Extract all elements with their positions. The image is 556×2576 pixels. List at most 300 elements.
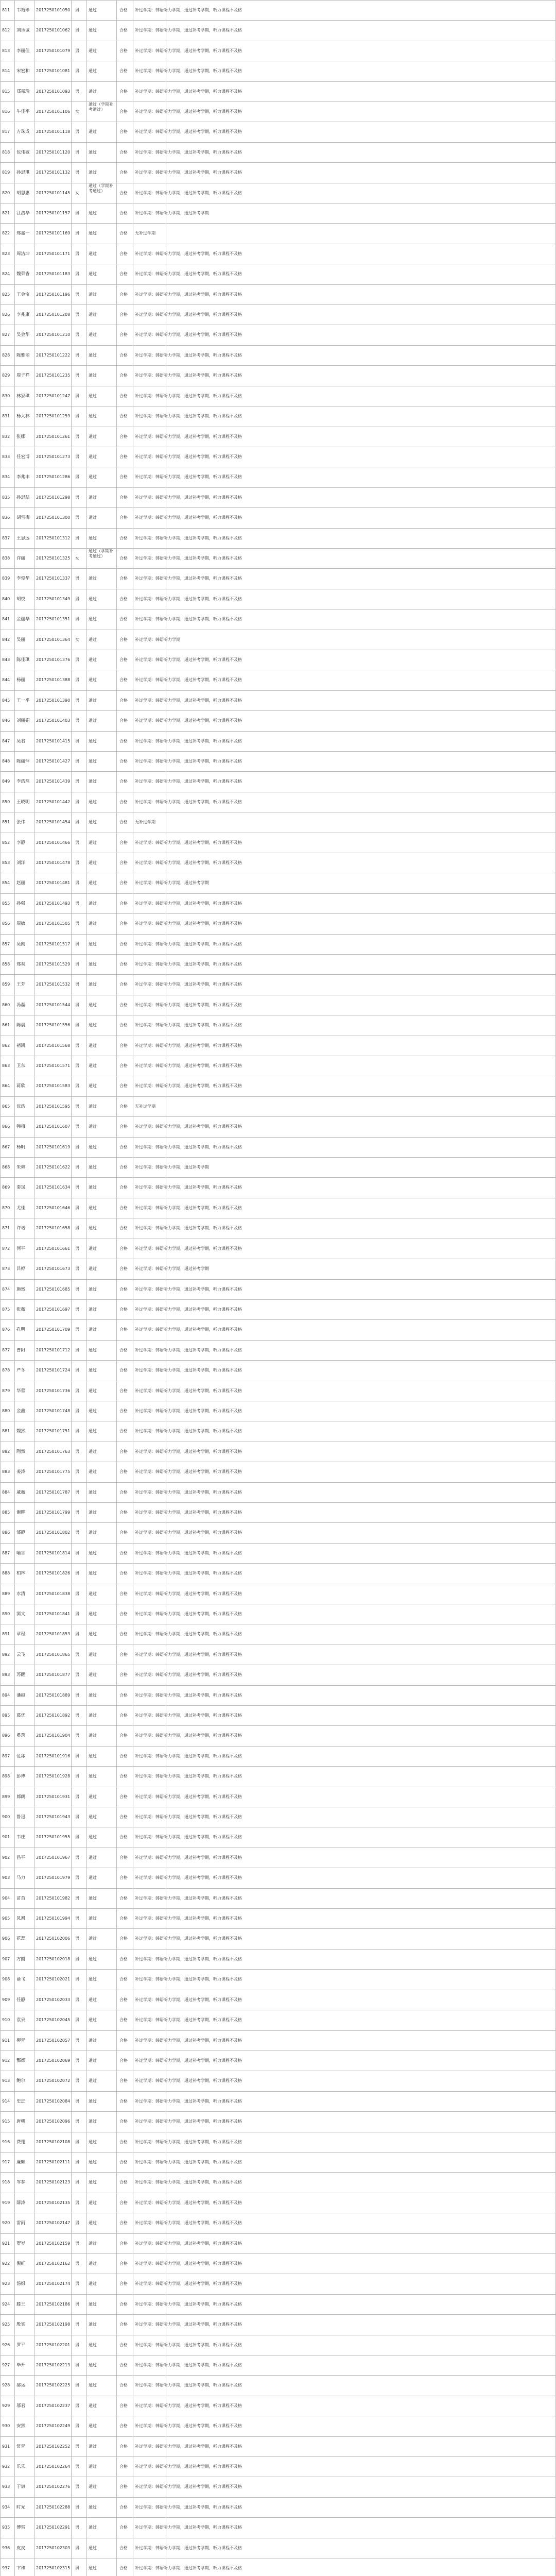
cell-gender: 男 xyxy=(75,1835,79,1839)
cell-gender: 男 xyxy=(75,860,79,865)
cell-result: 通过 xyxy=(89,1145,97,1149)
cell-id: 2017250101673 xyxy=(36,1266,70,1271)
table-row xyxy=(0,2193,556,2213)
cell-result: 通过 xyxy=(89,1206,97,1210)
cell-seq: 920 xyxy=(2,2221,10,2225)
cell-id: 2017250101736 xyxy=(36,1388,70,1393)
table-row xyxy=(0,1949,556,1969)
cell-seq: 929 xyxy=(2,2403,10,2408)
cell-gender: 男 xyxy=(75,617,79,621)
table-row xyxy=(0,1401,556,1421)
cell-seq: 914 xyxy=(2,2099,10,2104)
cell-seq: 866 xyxy=(2,1124,10,1129)
cell-name: 史进 xyxy=(16,2099,26,2104)
cell-gender: 男 xyxy=(75,1551,79,1555)
table-row xyxy=(0,2111,556,2132)
cell-note: 补过学期：韩语听力学期，通过补考学期，听力课程不及格 xyxy=(135,2221,242,2225)
cell-id: 2017250102201 xyxy=(36,2343,70,2347)
cell-seq: 825 xyxy=(2,292,10,297)
cell-result: 通过 xyxy=(89,292,97,297)
cell-qual: 合格 xyxy=(119,1490,128,1495)
cell-id: 2017250101286 xyxy=(36,474,70,479)
cell-gender: 男 xyxy=(75,880,79,885)
cell-gender: 男 xyxy=(75,394,79,398)
cell-id: 2017250101364 xyxy=(36,637,70,642)
cell-result: 通过 xyxy=(89,1246,97,1251)
cell-qual: 合格 xyxy=(119,1591,128,1596)
cell-result: 通过 xyxy=(89,2505,97,2510)
cell-seq: 932 xyxy=(2,2464,10,2469)
cell-name: 邬君 xyxy=(16,2403,26,2409)
cell-seq: 934 xyxy=(2,2505,10,2510)
cell-note: 补过学期：韩语听力学期，通过补考学期，听力课程不及格 xyxy=(135,2018,242,2022)
cell-name: 常青 xyxy=(16,2444,26,2449)
cell-note: 补过学期：韩语听力学期，通过补考学期 xyxy=(135,1165,209,1170)
cell-result: 通过 xyxy=(89,1835,97,1839)
cell-seq: 882 xyxy=(2,1449,10,1454)
table-row xyxy=(0,1787,556,1807)
cell-note: 补过学期：韩语听力学期，通过补考学期，听力课程不及格 xyxy=(135,2484,242,2489)
cell-result: 通过 xyxy=(89,637,97,642)
cell-qual: 合格 xyxy=(119,698,128,703)
cell-result: 通过 xyxy=(89,1429,97,1433)
cell-result: 通过 xyxy=(89,820,97,824)
cell-qual: 合格 xyxy=(119,1693,128,1698)
cell-qual: 合格 xyxy=(119,556,128,561)
cell-result: 通过 xyxy=(89,962,97,967)
cell-gender: 男 xyxy=(75,1287,79,1292)
cell-seq: 859 xyxy=(2,982,10,987)
cell-qual: 合格 xyxy=(119,1043,128,1048)
table-row xyxy=(0,1848,556,1868)
cell-seq: 833 xyxy=(2,454,10,459)
cell-seq: 894 xyxy=(2,1693,10,1698)
cell-note: 补过学期：韩语听力学期，通过补考学期，听力课程不及格 xyxy=(135,1003,242,1007)
table-row xyxy=(0,1076,556,1096)
cell-name: 郑嘉一 xyxy=(16,231,30,236)
table-row xyxy=(0,2233,556,2253)
cell-note: 补过学期：韩语听力学期，通过补考学期，听力课程不及格 xyxy=(135,1977,242,1981)
cell-qual: 合格 xyxy=(119,1104,128,1109)
cell-id: 2017250101802 xyxy=(36,1530,70,1535)
cell-seq: 844 xyxy=(2,677,10,682)
cell-id: 2017250101595 xyxy=(36,1104,70,1109)
cell-id: 2017250102111 xyxy=(36,2160,70,2164)
cell-note: 补过学期：韩语听力学期，通过补考学期，听力课程不及格 xyxy=(135,942,242,946)
cell-seq: 912 xyxy=(2,2058,10,2063)
cell-seq: 829 xyxy=(2,373,10,378)
cell-result: 通过 xyxy=(89,1957,97,1961)
table-row xyxy=(0,2091,556,2111)
cell-id: 2017250101967 xyxy=(36,1855,70,1860)
cell-id: 2017250101841 xyxy=(36,1612,70,1616)
table-row xyxy=(0,2274,556,2294)
cell-name: 鲁迅 xyxy=(16,1815,26,1820)
cell-name: 张伟 xyxy=(16,820,26,825)
cell-name: 安然 xyxy=(16,2424,26,2429)
table-row xyxy=(0,2152,556,2172)
cell-seq: 889 xyxy=(2,1591,10,1596)
cell-name: 陈晨 xyxy=(16,1023,26,1028)
cell-name: 韩梅 xyxy=(16,1124,26,1129)
cell-name: 云飞 xyxy=(16,1652,26,1657)
cell-gender: 男 xyxy=(75,69,79,73)
table-row xyxy=(0,1340,556,1360)
cell-name: 沈浩 xyxy=(16,1104,26,1109)
cell-name: 宋宏和 xyxy=(16,69,30,74)
table-row xyxy=(0,2071,556,2091)
cell-name: 李静 xyxy=(16,840,26,845)
cell-qual: 合格 xyxy=(119,657,128,662)
cell-name: 严冬 xyxy=(16,1368,26,1373)
cell-name: 酆都 xyxy=(16,2058,26,2063)
cell-qual: 合格 xyxy=(119,69,128,73)
cell-name: 陈佳琪 xyxy=(16,657,30,663)
cell-gender: 男 xyxy=(75,2221,79,2225)
cell-id: 2017250101607 xyxy=(36,1124,70,1129)
cell-result: 通过 xyxy=(89,1063,97,1068)
cell-note: 补过学期：韩语听力学期，通过补考学期，听力课程不及格 xyxy=(135,109,242,114)
cell-result: 通过 xyxy=(89,1551,97,1555)
cell-result: 通过（学期补考通过） xyxy=(89,102,113,112)
cell-result: 通过 xyxy=(89,1104,97,1109)
table-row xyxy=(0,710,556,731)
cell-result: 通过 xyxy=(89,394,97,398)
table-row xyxy=(0,1725,556,1746)
cell-id: 2017250102069 xyxy=(36,2058,70,2063)
cell-result: 通过 xyxy=(89,1185,97,1190)
table-row xyxy=(0,2375,556,2396)
cell-seq: 936 xyxy=(2,2546,10,2550)
cell-gender: 男 xyxy=(75,1429,79,1433)
cell-gender: 男 xyxy=(75,1632,79,1636)
cell-gender: 男 xyxy=(75,1307,79,1312)
cell-gender: 男 xyxy=(75,454,79,459)
cell-name: 蒋欣 xyxy=(16,1083,26,1089)
cell-seq: 883 xyxy=(2,1469,10,1474)
table-row xyxy=(0,183,556,203)
cell-id: 2017250101979 xyxy=(36,1875,70,1880)
cell-qual: 合格 xyxy=(119,1348,128,1352)
cell-note: 补过学期：韩语听力学期，通过补考学期，听力课程不及格 xyxy=(135,69,242,73)
table-row xyxy=(0,162,556,183)
cell-name: 姜涛 xyxy=(16,1469,26,1475)
table-row xyxy=(0,1584,556,1604)
cell-gender: 男 xyxy=(75,1693,79,1698)
cell-result: 通过 xyxy=(89,2038,97,2043)
cell-gender: 男 xyxy=(75,272,79,276)
cell-note: 补过学期：韩语听力学期，通过补考学期，听力课程不及格 xyxy=(135,2261,242,2266)
table-row xyxy=(0,1807,556,1827)
cell-gender: 男 xyxy=(75,840,79,845)
cell-note: 补过学期：韩语听力学期，通过补考学期，听力课程不及格 xyxy=(135,1875,242,1880)
cell-seq: 873 xyxy=(2,1266,10,1271)
cell-seq: 868 xyxy=(2,1165,10,1170)
cell-result: 通过 xyxy=(89,1226,97,1230)
cell-result: 通过 xyxy=(89,231,97,235)
table-row xyxy=(0,568,556,589)
cell-id: 2017250101208 xyxy=(36,312,70,317)
cell-qual: 合格 xyxy=(119,1063,128,1068)
cell-id: 2017250102096 xyxy=(36,2119,70,2124)
cell-name: 胡恩惠 xyxy=(16,191,30,196)
cell-name: 周子祥 xyxy=(16,373,30,378)
cell-gender: 男 xyxy=(75,1875,79,1880)
cell-note: 补过学期：韩语听力学期，通过补考学期，听力课程不及格 xyxy=(135,1145,242,1149)
cell-result: 通过 xyxy=(89,373,97,378)
cell-result: 通过 xyxy=(89,597,97,601)
table-row xyxy=(0,1116,556,1137)
cell-id: 2017250101466 xyxy=(36,840,70,845)
cell-qual: 合格 xyxy=(119,1672,128,1677)
cell-qual: 合格 xyxy=(119,1733,128,1738)
cell-gender: 男 xyxy=(75,373,79,378)
cell-gender: 男 xyxy=(75,718,79,723)
cell-note: 补过学期：韩语听力学期，通过补考学期，听力课程不及格 xyxy=(135,2099,242,2104)
cell-note: 补过学期：韩语听力学期，通过补考学期，听力课程不及格 xyxy=(135,1368,242,1372)
cell-result: 通过 xyxy=(89,1469,97,1474)
cell-id: 2017250101298 xyxy=(36,495,70,500)
table-row xyxy=(0,1563,556,1584)
cell-result: 通过 xyxy=(89,1754,97,1758)
cell-note: 补过学期：韩语听力学期，通过补考学期，听力课程不及格 xyxy=(135,2038,242,2043)
cell-note: 补过学期：韩语听力学期，通过补考学期，听力课程不及格 xyxy=(135,779,242,784)
cell-seq: 839 xyxy=(2,576,10,581)
cell-name: 潘越 xyxy=(16,1693,26,1698)
cell-note: 补过学期：韩语听力学期，通过补考学期，听力课程不及格 xyxy=(135,272,242,276)
cell-note: 补过学期：韩语听力学期，通过补考学期，听力课程不及格 xyxy=(135,962,242,967)
cell-seq: 860 xyxy=(2,1003,10,1007)
cell-seq: 928 xyxy=(2,2383,10,2387)
cell-seq: 848 xyxy=(2,759,10,764)
cell-name: 任宏博 xyxy=(16,454,30,460)
cell-id: 2017250101062 xyxy=(36,28,70,32)
cell-note: 补过学期：韩语听力学期，通过补考学期，听力课程不及格 xyxy=(135,1246,242,1251)
table-row xyxy=(0,1239,556,1259)
cell-id: 2017250101775 xyxy=(36,1469,70,1474)
table-row xyxy=(0,893,556,913)
cell-seq: 813 xyxy=(2,48,10,53)
cell-gender: 男 xyxy=(75,2343,79,2347)
table-row xyxy=(0,1137,556,1157)
cell-qual: 合格 xyxy=(119,1997,128,2002)
cell-gender: 男 xyxy=(75,170,79,175)
cell-result: 通过 xyxy=(89,1855,97,1860)
cell-result: 通过 xyxy=(89,718,97,723)
cell-id: 2017250101439 xyxy=(36,779,70,784)
cell-result: 通过 xyxy=(89,1794,97,1799)
cell-qual: 合格 xyxy=(119,2241,128,2246)
cell-seq: 901 xyxy=(2,1835,10,1839)
cell-gender: 男 xyxy=(75,1733,79,1738)
cell-seq: 845 xyxy=(2,698,10,703)
cell-name: 魏荣香 xyxy=(16,272,30,277)
table-row xyxy=(0,2396,556,2416)
cell-seq: 913 xyxy=(2,2078,10,2083)
cell-gender: 男 xyxy=(75,1409,79,1413)
cell-qual: 合格 xyxy=(119,109,128,114)
cell-id: 2017250102315 xyxy=(36,2566,70,2570)
cell-name: 刘洋 xyxy=(16,860,26,866)
cell-seq: 870 xyxy=(2,1206,10,1210)
table-row xyxy=(0,690,556,710)
table-row xyxy=(0,609,556,630)
cell-gender: 男 xyxy=(75,1348,79,1352)
cell-seq: 937 xyxy=(2,2566,10,2570)
cell-id: 2017250102123 xyxy=(36,2180,70,2184)
table-row xyxy=(0,101,556,122)
table-row xyxy=(0,223,556,244)
cell-result: 通过 xyxy=(89,434,97,439)
cell-seq: 891 xyxy=(2,1632,10,1636)
cell-gender: 男 xyxy=(75,28,79,32)
cell-qual: 合格 xyxy=(119,637,128,642)
table-row xyxy=(0,1908,556,1928)
cell-result: 通过 xyxy=(89,1124,97,1129)
cell-name: 褚凯 xyxy=(16,1043,26,1048)
cell-note: 补过学期：韩语听力学期，通过补考学期，听力课程不及格 xyxy=(135,617,242,621)
table-row xyxy=(0,1360,556,1381)
table-row xyxy=(0,1990,556,2010)
cell-name: 凤凰 xyxy=(16,1916,26,1921)
cell-note: 补过学期：韩语听力学期，通过补考学期，听力课程不及格 xyxy=(135,1957,242,1961)
cell-qual: 合格 xyxy=(119,2444,128,2449)
table-row xyxy=(0,61,556,81)
cell-qual: 合格 xyxy=(119,1388,128,1393)
cell-seq: 828 xyxy=(2,353,10,358)
cell-gender: 女 xyxy=(75,556,79,561)
cell-note: 补过学期：韩语听力学期，通过补考学期，听力课程不及格 xyxy=(135,718,242,723)
cell-name: 金鑫 xyxy=(16,1409,26,1414)
cell-result: 通过 xyxy=(89,2424,97,2428)
cell-name: 王一平 xyxy=(16,698,30,703)
cell-name: 柏林 xyxy=(16,1571,26,1576)
table-row xyxy=(0,2294,556,2314)
cell-gender: 男 xyxy=(75,474,79,479)
cell-result: 通过 xyxy=(89,2302,97,2307)
table-row xyxy=(0,2050,556,2071)
table-row xyxy=(0,1502,556,1522)
cell-seq: 877 xyxy=(2,1348,10,1352)
cell-result: 通过 xyxy=(89,2343,97,2347)
cell-seq: 835 xyxy=(2,495,10,500)
cell-qual: 合格 xyxy=(119,373,128,378)
table-row xyxy=(0,853,556,873)
cell-result: 通过 xyxy=(89,1612,97,1616)
cell-note: 补过学期：韩语听力学期，通过补考学期，听力课程不及格 xyxy=(135,2383,242,2387)
table-row xyxy=(0,1705,556,1725)
cell-name: 孙思琪 xyxy=(16,170,30,175)
table-row xyxy=(0,913,556,934)
cell-gender: 男 xyxy=(75,1754,79,1758)
cell-id: 2017250102291 xyxy=(36,2525,70,2530)
cell-note: 补过学期：韩语听力学期，通过补考学期，听力课程不及格 xyxy=(135,48,242,53)
cell-gender: 男 xyxy=(75,2200,79,2205)
cell-seq: 821 xyxy=(2,211,10,215)
cell-id: 2017250101826 xyxy=(36,1571,70,1575)
cell-result: 通过 xyxy=(89,536,97,540)
cell-result: 通过 xyxy=(89,89,97,94)
table-row xyxy=(0,41,556,61)
table-row xyxy=(0,995,556,1015)
cell-name: 柳青 xyxy=(16,2038,26,2043)
cell-name: 郑嘉瑜 xyxy=(16,89,30,94)
cell-name: 王芳 xyxy=(16,982,26,987)
cell-qual: 合格 xyxy=(119,515,128,520)
cell-result: 通过 xyxy=(89,1348,97,1352)
cell-id: 2017250101247 xyxy=(36,394,70,398)
cell-id: 2017250101814 xyxy=(36,1551,70,1555)
cell-note: 补过学期：韩语听力学期，通过补考学期，听力课程不及格 xyxy=(135,414,242,418)
table-row xyxy=(0,1381,556,1401)
cell-name: 范冰 xyxy=(16,1754,26,1759)
table-row xyxy=(0,1928,556,1949)
cell-note: 补过学期：韩语听力学期，通过补考学期，听力课程不及格 xyxy=(135,1287,242,1292)
cell-id: 2017250101724 xyxy=(36,1368,70,1372)
cell-qual: 合格 xyxy=(119,434,128,439)
cell-name: 薛涛 xyxy=(16,2200,26,2206)
cell-seq: 831 xyxy=(2,414,10,418)
cell-gender: 男 xyxy=(75,1510,79,1515)
cell-gender: 女 xyxy=(75,109,79,114)
table-row xyxy=(0,751,556,771)
table-row xyxy=(0,974,556,995)
cell-qual: 合格 xyxy=(119,1246,128,1251)
cell-name: 刘乐诚 xyxy=(16,28,30,33)
table-row xyxy=(0,1279,556,1299)
cell-qual: 合格 xyxy=(119,2180,128,2184)
cell-qual: 合格 xyxy=(119,1124,128,1129)
cell-id: 2017250101685 xyxy=(36,1287,70,1292)
cell-qual: 合格 xyxy=(119,2200,128,2205)
cell-note: 补过学期：韩语听力学期，通过补考学期，听力课程不及格 xyxy=(135,2403,242,2408)
cell-result: 通过 xyxy=(89,2444,97,2449)
cell-qual: 合格 xyxy=(119,536,128,540)
cell-note: 补过学期：韩语听力学期，通过补考学期，听力课程不及格 xyxy=(135,901,242,906)
cell-qual: 合格 xyxy=(119,28,128,32)
cell-qual: 合格 xyxy=(119,1307,128,1312)
cell-seq: 926 xyxy=(2,2343,10,2347)
cell-seq: 854 xyxy=(2,880,10,885)
cell-id: 2017250102249 xyxy=(36,2424,70,2428)
cell-seq: 862 xyxy=(2,1043,10,1048)
cell-note: 补过学期：韩语听力学期，通过补考学期，听力课程不及格 xyxy=(135,1672,242,1677)
cell-name: 周洁坤 xyxy=(16,251,30,257)
cell-seq: 817 xyxy=(2,129,10,134)
cell-qual: 合格 xyxy=(119,251,128,256)
cell-qual: 合格 xyxy=(119,597,128,601)
cell-gender: 男 xyxy=(75,1997,79,2002)
cell-result: 通过 xyxy=(89,921,97,926)
cell-qual: 合格 xyxy=(119,1896,128,1901)
cell-gender: 男 xyxy=(75,2424,79,2428)
cell-result: 通过 xyxy=(89,1266,97,1271)
cell-note: 补过学期：韩语听力学期，通过补考学期，听力课程不及格 xyxy=(135,576,242,581)
cell-seq: 849 xyxy=(2,779,10,784)
cell-id: 2017250101351 xyxy=(36,617,70,621)
cell-gender: 男 xyxy=(75,150,79,155)
cell-qual: 合格 xyxy=(119,2403,128,2408)
cell-note: 补过学期：韩语听力学期，通过补考学期，听力课程不及格 xyxy=(135,353,242,358)
cell-id: 2017250102186 xyxy=(36,2302,70,2307)
table-row xyxy=(0,467,556,487)
cell-note: 补过学期：韩语听力学期，通过补考学期，听力课程不及格 xyxy=(135,8,242,12)
cell-result: 通过 xyxy=(89,1165,97,1170)
cell-gender: 男 xyxy=(75,657,79,662)
table-row xyxy=(0,833,556,853)
cell-note: 补过学期：韩语听力学期，通过补考学期，听力课程不及格 xyxy=(135,1794,242,1799)
table-row xyxy=(0,934,556,954)
